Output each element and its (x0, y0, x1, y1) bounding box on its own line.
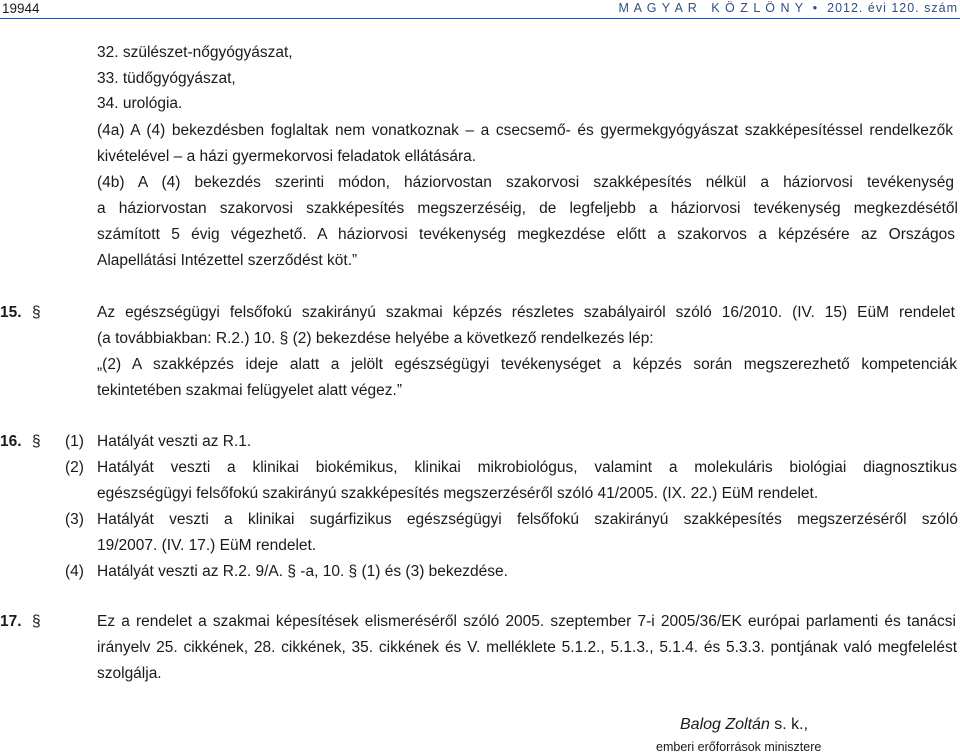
section-15-line: Az egészségügyi felsőfokú szakirányú szakmai képzés részletes szabályairól szóló 16/2010. (IV. 15) EüM rendelet (97, 304, 955, 321)
section-symbol: § (32, 304, 41, 321)
list-item: 34. urológia. (97, 95, 183, 112)
paragraph-4a-line: kivételével – a házi gyermekorvosi feladatok ellátására. (97, 148, 477, 165)
section-15-line: (a továbbiakban: R.2.) 10. § (2) bekezdése helyébe a következő rendelkezés lép: (97, 330, 654, 347)
paragraph-4a-line: (4a) A (4) bekezdésben foglaltak nem vonatkoznak – a csecsemő- és gyermekgyógyászat szakképesítéssel rendelkezők (97, 122, 953, 139)
paragraph-4b-line: (4b) A (4) bekezdés szerinti módon, háziorvostan szakorvosi szakképesítés nélkül a háziorvosi tevékenység (97, 174, 954, 191)
item-label: (4) (65, 563, 84, 580)
page-header (0, 0, 960, 18)
page-number: 19944 (2, 1, 40, 16)
journal-title: M A G Y A R K Ö Z L Ö N Y • 2012. évi 120. szám (618, 1, 958, 15)
section-17-line: szolgálja. (97, 665, 162, 682)
signatory-name-text: Balog Zoltán (680, 716, 770, 733)
section-17-line: irányelv 25. cikkének, 28. cikkének, 35. cikkének és V. melléklete 5.1.2., 5.1.3., 5.1.4. és 5.3.3. pontjának való megfelelést (97, 639, 957, 656)
section-symbol: § (32, 433, 41, 450)
section-number: 17. (0, 613, 22, 630)
item-line: egészségügyi felsőfokú szakirányú szakképesítés megszerzéséről szóló 41/2005. (IX. 22.) EüM rendelet. (97, 485, 819, 502)
paragraph-4b-line: Alapellátási Intézettel szerződést köt.” (97, 252, 358, 269)
item-label: (2) (65, 459, 84, 476)
item-label: (1) (65, 433, 84, 450)
signatory-name (680, 716, 808, 734)
section-number: 16. (0, 433, 22, 450)
item-line: Hatályát veszti a klinikai biokémikus, klinikai mikrobiológus, valamint a molekuláris biológiai diagnosztikus (97, 459, 957, 476)
signatory-suffix: s. k., (769, 716, 809, 733)
section-15-line: „(2) A szakképzés ideje alatt a jelölt egészségügyi tevékenységet a képzés során megszerezhető kompetenciák (97, 356, 957, 373)
paragraph-4b-line: a háziorvostan szakorvosi szakképesítés megszerzéséig, de legfeljebb a háziorvosi tevékenység megkezdésétől (97, 200, 958, 217)
item-line: Hatályát veszti az R.1. (97, 433, 252, 450)
paragraph-4b-line: számított 5 évig végezhető. A háziorvosi tevékenység megkezdése előtt a szakorvos a képzésére az Országos (97, 226, 955, 243)
signatory-title: emberi erőforrások minisztere (656, 740, 822, 754)
item-line: 19/2007. (IV. 17.) EüM rendelet. (97, 537, 317, 554)
list-item: 32. szülészet-nőgyógyászat, (97, 44, 293, 61)
section-number: 15. (0, 304, 22, 321)
header-rule (0, 18, 960, 19)
item-label: (3) (65, 511, 84, 528)
list-item: 33. tüdőgyógyászat, (97, 70, 236, 87)
item-line: Hatályát veszti az R.2. 9/A. § -a, 10. § (1) és (3) bekezdése. (97, 563, 508, 580)
section-symbol: § (32, 613, 41, 630)
item-line: Hatályát veszti a klinikai sugárfizikus egészségügyi felsőfokú szakirányú szakképesítés megszerzéséről szóló (97, 511, 958, 528)
section-15-line: tekintetében szakmai felügyelet alatt végez.” (97, 382, 403, 399)
section-17-line: Ez a rendelet a szakmai képesítések elismeréséről szóló 2005. szeptember 7-i 2005/36/EK európai parlamenti és tanácsi (97, 613, 956, 630)
